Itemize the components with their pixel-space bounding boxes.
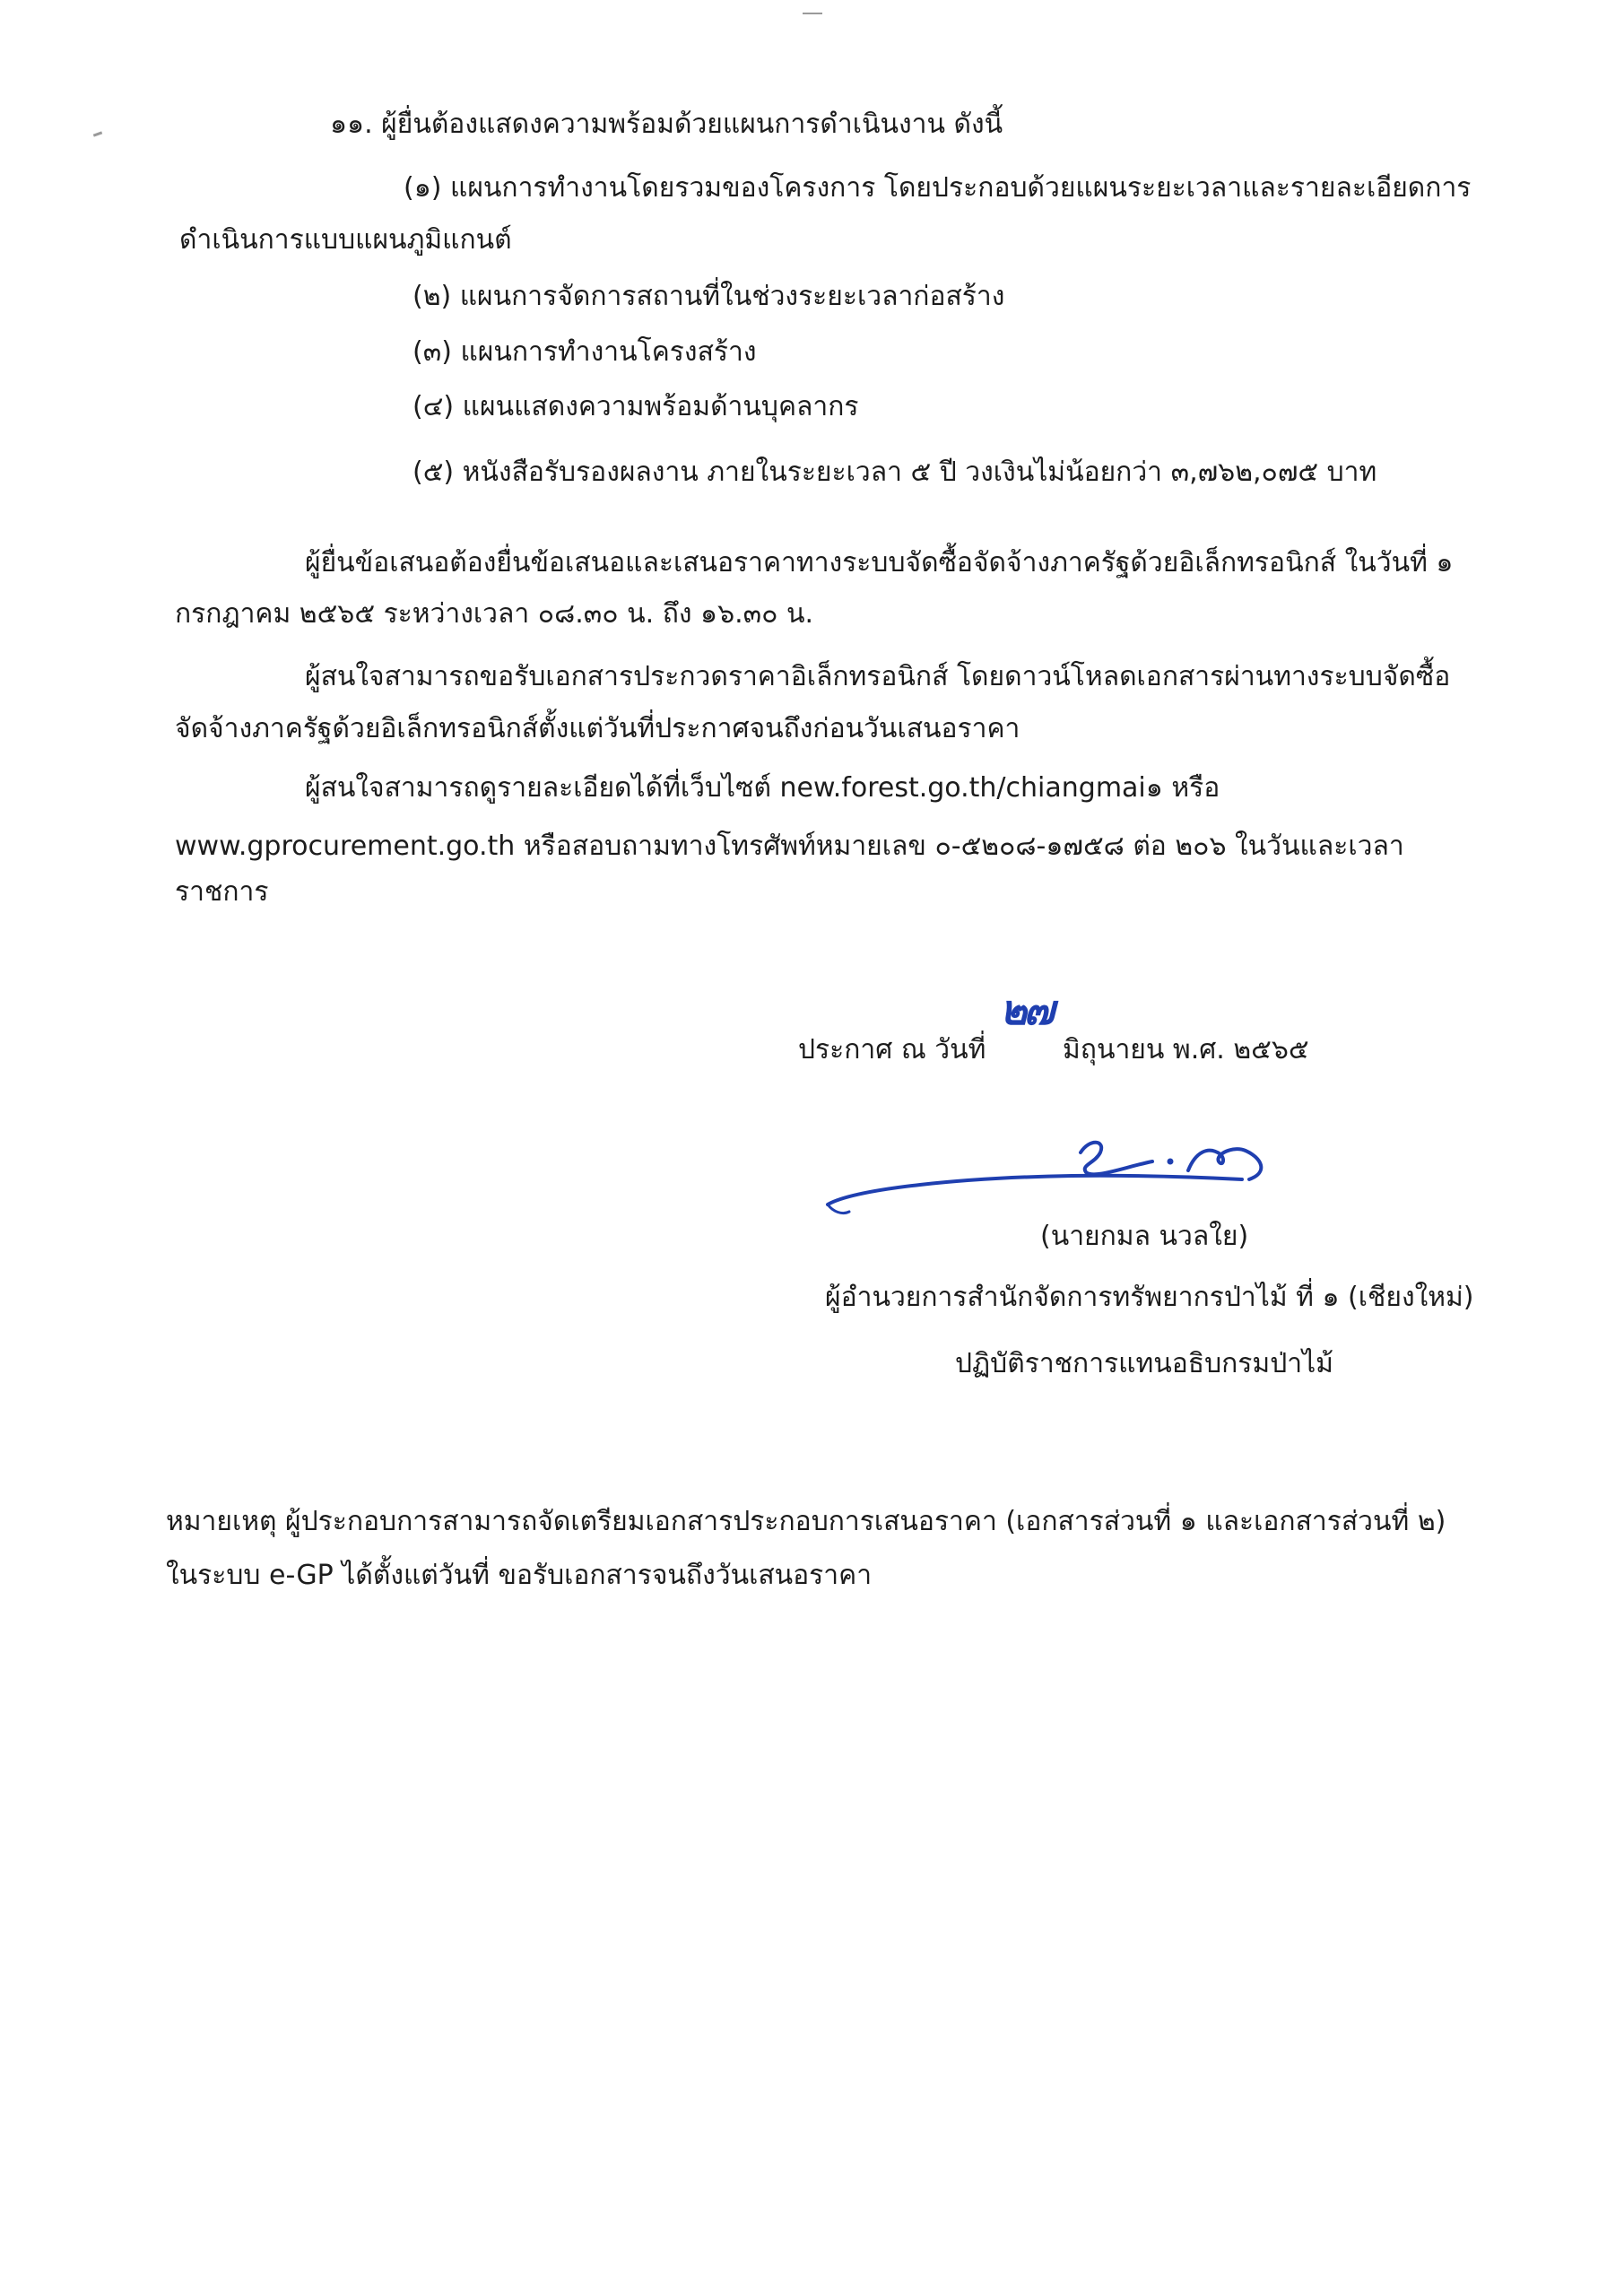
signatory-title: ผู้อำนวยการสำนักจัดการทรัพยากรป่าไม้ ที่ ๑ (เชียงใหม่) xyxy=(825,1282,1474,1313)
download-line-2: จัดจ้างภาครัฐด้วยอิเล็กทรอนิกส์ตั้งแต่วันที่ประกาศจนถึงก่อนวันเสนอราคา xyxy=(175,713,1020,744)
section-11-item-5: (๕) หนังสือรับรองผลงาน ภายในระยะเวลา ๕ ปี วงเงินไม่น้อยกว่า ๓,๗๖๒,๐๗๕ บาท xyxy=(413,457,1377,488)
announcement-prefix: ประกาศ ณ วันที่ xyxy=(798,1034,986,1065)
announcement-suffix: มิถุนายน พ.ศ. ๒๕๖๕ xyxy=(1063,1034,1309,1065)
note-line-2: ในระบบ e-GP ได้ตั้งแต่วันที่ ขอรับเอกสารจนถึงวันเสนอราคา xyxy=(166,1560,873,1591)
note-line-1: หมายเหตุ ผู้ประกอบการสามารถจัดเตรียมเอกสารประกอบการเสนอราคา (เอกสารส่วนที่ ๑ และเอกสารส่วนที่ ๒) xyxy=(166,1506,1446,1537)
contact-line-3: ราชการ xyxy=(175,876,269,908)
contact-line-2: www.gprocurement.go.th หรือสอบถามทางโทรศัพท์หมายเลข ๐-๕๒๐๘-๑๗๕๘ ต่อ ๒๐๖ ในวันและเวลา xyxy=(175,831,1404,862)
section-11-heading: ๑๑. ผู้ยื่นต้องแสดงความพร้อมด้วยแผนการดำเนินงาน ดังนี้ xyxy=(330,109,1003,140)
handwritten-day: ๒๗ xyxy=(1000,986,1051,1034)
signatory-acting: ปฏิบัติราชการแทนอธิบกรมป่าไม้ xyxy=(955,1348,1333,1379)
section-11-item-4: (๔) แผนแสดงความพร้อมด้านบุคลากร xyxy=(413,391,859,422)
contact-line-1: ผู้สนใจสามารถดูรายละเอียดได้ที่เว็บไซต์ new.forest.go.th/chiangmai๑ หรือ xyxy=(305,772,1220,804)
section-11-item-3: (๓) แผนการทำงานโครงสร้าง xyxy=(413,336,757,368)
section-11-item-2: (๒) แผนการจัดการสถานที่ในช่วงระยะเวลาก่อสร้าง xyxy=(413,281,1005,312)
scan-mark-top xyxy=(803,13,822,14)
signature xyxy=(821,1126,1287,1224)
submission-line-1: ผู้ยื่นข้อเสนอต้องยื่นข้อเสนอและเสนอราคาทางระบบจัดซื้อจัดจ้างภาครัฐด้วยอิเล็กทรอนิกส์ ในวันที่ ๑ xyxy=(305,547,1454,578)
section-11-item-1-line1: (๑) แผนการทำงานโดยรวมของโครงการ โดยประกอบด้วยแผนระยะเวลาและรายละเอียดการ xyxy=(404,172,1472,204)
submission-line-2: กรกฎาคม ๒๕๖๕ ระหว่างเวลา ๐๘.๓๐ น. ถึง ๑๖.๓๐ น. xyxy=(175,598,814,630)
section-11-item-1-line2: ดำเนินการแบบแผนภูมิแกนต์ xyxy=(179,224,512,256)
signatory-name: (นายกมล นวลใย) xyxy=(1040,1221,1249,1252)
download-line-1: ผู้สนใจสามารถขอรับเอกสารประกวดราคาอิเล็กทรอนิกส์ โดยดาวน์โหลดเอกสารผ่านทางระบบจัดซื้อ xyxy=(305,661,1451,692)
scan-mark-left xyxy=(93,131,102,136)
